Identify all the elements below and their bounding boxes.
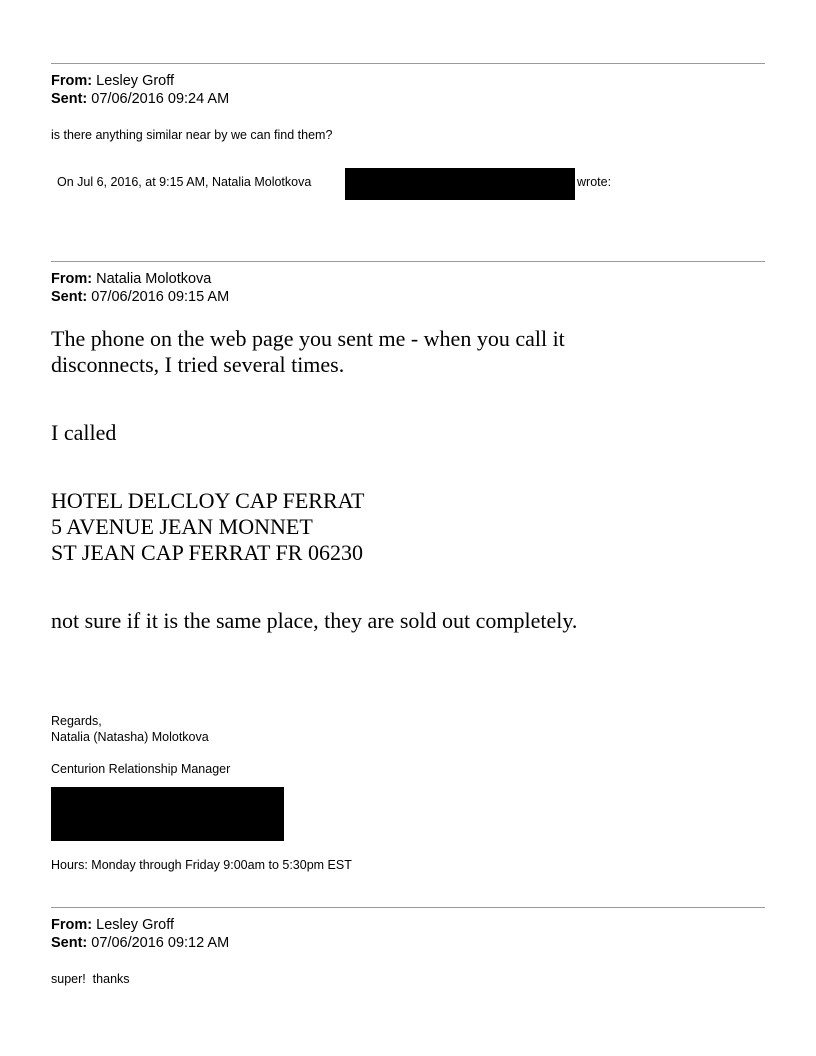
address-line: HOTEL DELCLOY CAP FERRAT (51, 488, 365, 513)
email-header (51, 916, 229, 952)
signature-name: Natalia (Natasha) Molotkova (51, 730, 209, 744)
from-name: Lesley Groff (96, 917, 175, 933)
email-body: super! thanks (51, 972, 130, 986)
body-line: disconnects, I tried several times. (51, 352, 345, 377)
sent-label: Sent: (51, 91, 88, 107)
from-label: From: (51, 271, 93, 287)
email-body: is there anything similar near by we can find them? (51, 128, 333, 142)
sent-label: Sent: (51, 289, 88, 305)
sent-line (51, 288, 229, 306)
sent-line (51, 934, 229, 952)
signature-title: Centurion Relationship Manager (51, 762, 231, 776)
separator-line (51, 907, 765, 908)
from-label: From: (51, 73, 93, 89)
sent-line (51, 90, 229, 108)
body-line: not sure if it is the same place, they are sold out completely. (51, 608, 578, 633)
email-header (51, 270, 229, 306)
quote-wrote: wrote: (577, 175, 612, 189)
separator-line (51, 63, 765, 64)
body-line: I called (51, 420, 117, 445)
from-line (51, 72, 229, 90)
redacted-contact-block (51, 787, 284, 841)
sent-label: Sent: (51, 935, 88, 951)
from-line (51, 916, 229, 934)
quote-attribution: On Jul 6, 2016, at 9:15 AM, Natalia Molotkova (57, 175, 312, 189)
address-line: ST JEAN CAP FERRAT FR 06230 (51, 540, 363, 565)
signature-hours: Hours: Monday through Friday 9:00am to 5:30pm EST (51, 858, 352, 872)
redacted-email-address (345, 168, 575, 200)
from-name: Lesley Groff (96, 73, 175, 89)
sent-date: 07/06/2016 09:12 AM (91, 935, 230, 951)
from-name: Natalia Molotkova (96, 271, 212, 287)
from-line (51, 270, 229, 288)
email-header (51, 72, 229, 108)
signature-regards: Regards, (51, 714, 102, 728)
from-label: From: (51, 917, 93, 933)
body-line: The phone on the web page you sent me - when you call it (51, 326, 565, 351)
separator-line (51, 261, 765, 262)
sent-date: 07/06/2016 09:15 AM (91, 289, 230, 305)
address-line: 5 AVENUE JEAN MONNET (51, 514, 313, 539)
sent-date: 07/06/2016 09:24 AM (91, 91, 230, 107)
